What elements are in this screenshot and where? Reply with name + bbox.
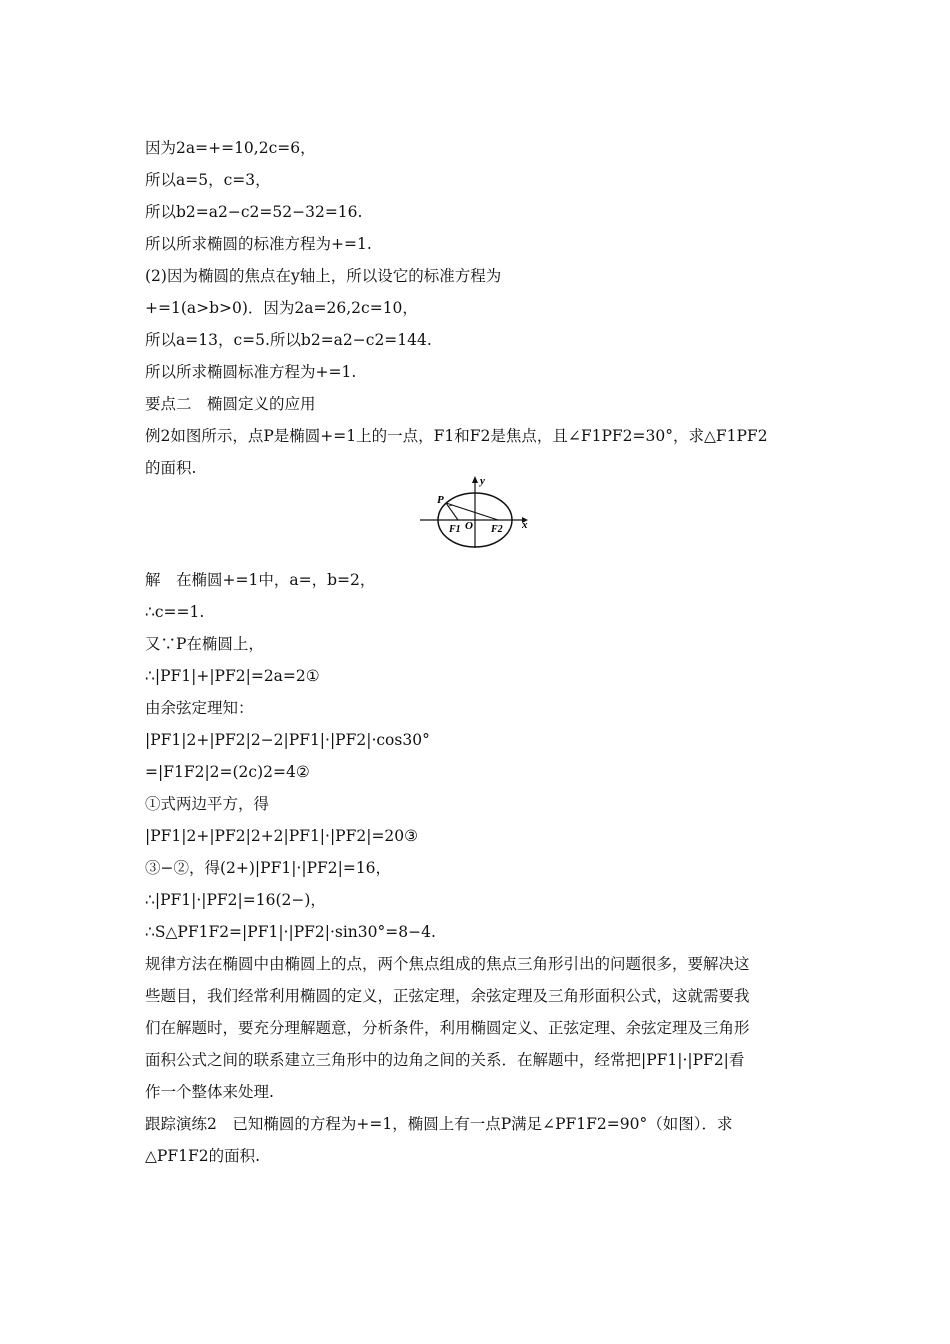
solution-text: ∴S△PF1F2=|PF1|·|PF2|·sin30°=8−4. [145, 923, 436, 941]
text-line: 所以b2=a2−c2=52−32=16. [145, 203, 363, 221]
method-text: 些题目，我们经常利用椭圆的定义，正弦定理，余弦定理及三角形面积公式，这就需要我 [145, 987, 750, 1005]
example-text: 的面积. [145, 459, 197, 477]
text-line: (2)因为椭圆的焦点在y轴上，所以设它的标准方程为 [145, 267, 502, 285]
method-text: 们在解题时，要充分理解题意，分析条件，利用椭圆定义、正弦定理、余弦定理及三角形 [145, 1019, 750, 1037]
section-heading: 要点二 椭圆定义的应用 [145, 395, 316, 413]
method-text: 规律方法在椭圆中由椭圆上的点，两个焦点组成的焦点三角形引出的问题很多，要解决这 [145, 955, 750, 973]
text-line: 所以所求椭圆标准方程为+=1. [145, 363, 357, 381]
solution-text: |PF1|2+|PF2|2−2|PF1|·|PF2|·cos30° [145, 731, 430, 749]
solution-text: 由余弦定理知： [145, 699, 254, 717]
angle-mark [449, 505, 453, 506]
example-text: 例2如图所示，点P是椭圆+=1上的一点，F1和F2是焦点，且∠F1PF2=30°，求△F1PF2 [145, 427, 768, 445]
method-text: 作一个整体来处理. [145, 1083, 274, 1101]
focus-f2-label: F2 [491, 524, 503, 535]
text-line: 所以所求椭圆的标准方程为+=1. [145, 235, 372, 253]
method-text: 面积公式之间的联系建立三角形中的边角之间的关系．在解题中，经常把|PF1|·|PF2|看 [145, 1051, 745, 1069]
text-line: 所以a=13，c=5.所以b2=a2−c2=144. [145, 331, 432, 349]
solution-text: ③−②，得(2+)|PF1|·|PF2|=16， [145, 859, 392, 877]
y-axis-label: y [480, 475, 485, 487]
text-line: +=1(a>b>0)．因为2a=26,2c=10， [145, 299, 418, 317]
segment-pf2 [446, 503, 498, 520]
solution-text: ∴|PF1|·|PF2|=16(2−)， [145, 891, 326, 909]
solution-text: ∴c==1. [145, 603, 205, 621]
x-axis-label: x [522, 519, 528, 531]
solution-text: 解 在椭圆+=1中，a=，b=2， [145, 571, 376, 589]
focus-f1-label: F1 [449, 524, 461, 535]
solution-text: =|F1F2|2=(2c)2=4② [145, 763, 310, 781]
practice-text: △PF1F2的面积. [145, 1147, 261, 1165]
text-line: 因为2a=+=10,2c=6， [145, 139, 316, 157]
y-axis-arrow [472, 476, 478, 483]
practice-text: 跟踪演练2 已知椭圆的方程为+=1，椭圆上有一点P满足∠PF1F2=90°（如图）．求 [145, 1115, 733, 1133]
solution-text: |PF1|2+|PF2|2+2|PF1|·|PF2|=20③ [145, 827, 419, 845]
origin-label: O [465, 520, 473, 532]
ellipse-figure [418, 470, 533, 550]
text-line: 所以a=5，c=3， [145, 171, 271, 189]
solution-text: 又∵P在椭圆上， [145, 635, 264, 653]
point-p-label: P [437, 494, 444, 506]
solution-text: ①式两边平方，得 [145, 795, 270, 813]
solution-text: ∴|PF1|+|PF2|=2a=2① [145, 667, 320, 685]
